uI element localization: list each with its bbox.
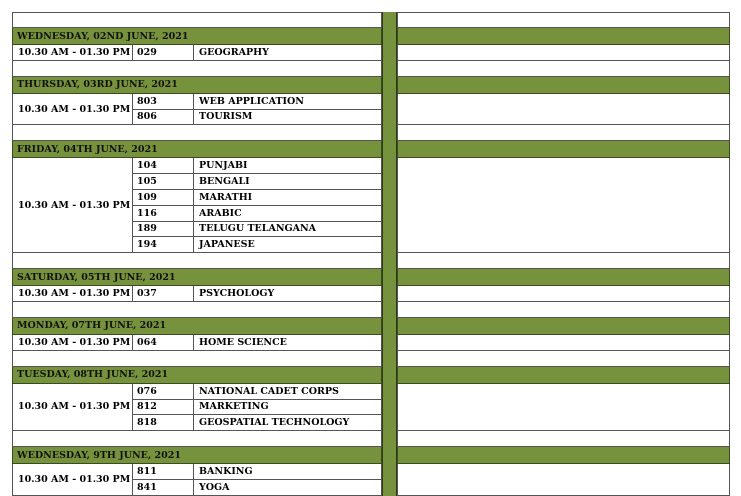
- subject-code: 194: [133, 237, 194, 252]
- paper-row: [133, 190, 382, 206]
- exam-block: [12, 158, 730, 253]
- paper-row: [133, 206, 382, 222]
- paper-list: [133, 94, 382, 126]
- subject-code: 189: [133, 222, 194, 237]
- day-header-row: [12, 447, 730, 464]
- subject-code: 811: [133, 464, 194, 479]
- day-date-label: FRIDAY, 04TH JUNE, 2021: [12, 141, 382, 158]
- subject-code: 037: [133, 286, 194, 301]
- day-date-label: THURSDAY, 03RD JUNE, 2021: [12, 77, 382, 94]
- subject-code: 104: [133, 158, 194, 173]
- subject-name: GEOSPATIAL TECHNOLOGY: [194, 415, 382, 430]
- subject-name: TELUGU TELANGANA: [194, 222, 382, 237]
- paper-list: [133, 158, 382, 253]
- day-date-label: MONDAY, 07TH JUNE, 2021: [12, 318, 382, 335]
- day-header-row: [12, 28, 730, 45]
- subject-name: GEOGRAPHY: [194, 45, 382, 60]
- subject-name: ARABIC: [194, 206, 382, 221]
- spacer-row: [12, 351, 730, 367]
- paper-row: [133, 415, 382, 431]
- exam-block: [12, 335, 730, 351]
- subject-name: BENGALI: [194, 174, 382, 189]
- day-date-label: TUESDAY, 08TH JUNE, 2021: [12, 367, 382, 384]
- paper-list: [133, 464, 382, 496]
- exam-time: 10.30 AM - 01.30 PM: [12, 45, 133, 61]
- subject-code: 029: [133, 45, 194, 60]
- paper-row: [133, 480, 382, 496]
- paper-row: [133, 158, 382, 174]
- exam-time: 10.30 AM - 01.30 PM: [12, 286, 133, 302]
- exam-time: 10.30 AM - 01.30 PM: [12, 464, 133, 496]
- subject-name: NATIONAL CADET CORPS: [194, 384, 382, 399]
- day-date-label: WEDNESDAY, 02ND JUNE, 2021: [12, 28, 382, 45]
- subject-name: MARATHI: [194, 190, 382, 205]
- exam-block: [12, 286, 730, 302]
- schedule-rows: [12, 28, 730, 496]
- day-header-row: [12, 318, 730, 335]
- spacer-row: [12, 253, 730, 269]
- day-header-row: [12, 367, 730, 384]
- subject-code: 076: [133, 384, 194, 399]
- day-header-row: [12, 269, 730, 286]
- table-top-row: [12, 12, 730, 28]
- subject-code: 109: [133, 190, 194, 205]
- paper-row: [133, 286, 382, 302]
- spacer-row: [12, 302, 730, 318]
- subject-code: 116: [133, 206, 194, 221]
- exam-block: [12, 45, 730, 61]
- subject-code: 806: [133, 110, 194, 125]
- exam-time: 10.30 AM - 01.30 PM: [12, 335, 133, 351]
- paper-row: [133, 237, 382, 253]
- subject-code: 803: [133, 94, 194, 109]
- subject-code: 105: [133, 174, 194, 189]
- paper-row: [133, 174, 382, 190]
- exam-block: [12, 94, 730, 126]
- day-date-label: SATURDAY, 05TH JUNE, 2021: [12, 269, 382, 286]
- subject-name: MARKETING: [194, 400, 382, 415]
- paper-list: [133, 384, 382, 431]
- subject-name: PSYCHOLOGY: [194, 286, 382, 301]
- spacer-row: [12, 125, 730, 141]
- paper-row: [133, 335, 382, 351]
- subject-name: WEB APPLICATION: [194, 94, 382, 109]
- subject-code: 841: [133, 480, 194, 495]
- spacer-row: [12, 431, 730, 447]
- paper-list: [133, 335, 382, 351]
- subject-name: HOME SCIENCE: [194, 335, 382, 350]
- paper-row: [133, 400, 382, 416]
- subject-name: TOURISM: [194, 110, 382, 125]
- exam-block: [12, 384, 730, 431]
- spacer-row: [12, 61, 730, 77]
- paper-row: [133, 384, 382, 400]
- subject-code: 064: [133, 335, 194, 350]
- subject-name: JAPANESE: [194, 237, 382, 252]
- paper-row: [133, 222, 382, 238]
- paper-row: [133, 110, 382, 126]
- exam-time: 10.30 AM - 01.30 PM: [12, 384, 133, 431]
- subject-name: BANKING: [194, 464, 382, 479]
- paper-list: [133, 45, 382, 61]
- exam-schedule-table: [12, 12, 730, 496]
- day-header-row: [12, 77, 730, 94]
- paper-row: [133, 94, 382, 110]
- paper-row: [133, 464, 382, 480]
- exam-time: 10.30 AM - 01.30 PM: [12, 94, 133, 126]
- subject-code: 818: [133, 415, 194, 430]
- subject-code: 812: [133, 400, 194, 415]
- day-header-row: [12, 141, 730, 158]
- exam-block: [12, 464, 730, 496]
- subject-name: PUNJABI: [194, 158, 382, 173]
- paper-row: [133, 45, 382, 61]
- day-date-label: WEDNESDAY, 9TH JUNE, 2021: [12, 447, 382, 464]
- exam-time: 10.30 AM - 01.30 PM: [12, 158, 133, 253]
- subject-name: YOGA: [194, 480, 382, 495]
- paper-list: [133, 286, 382, 302]
